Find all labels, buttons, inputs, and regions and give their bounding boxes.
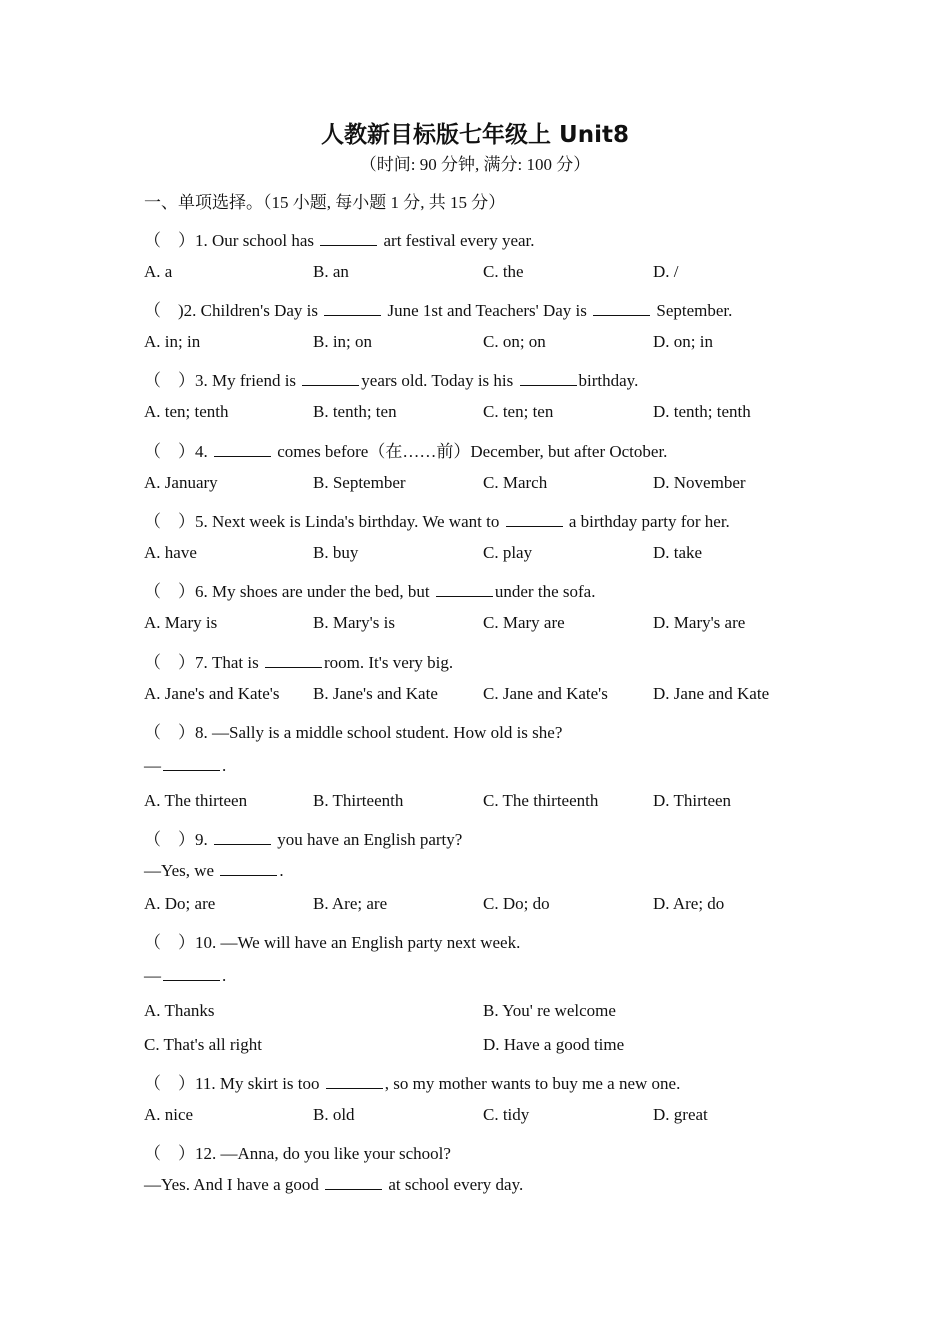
option-b: B. buy: [313, 543, 359, 562]
option-a: A. Mary is: [144, 613, 218, 632]
answer-dash: —: [144, 756, 161, 775]
question-6-text-end: under the sofa.: [494, 582, 596, 601]
question-6-options: [144, 613, 824, 637]
question-9-options: [144, 894, 824, 918]
answer-end: .: [222, 966, 227, 985]
answer-blank: [163, 769, 220, 771]
option-c: C. ten; ten: [483, 402, 554, 421]
answer-blank: [436, 595, 493, 597]
question-3-text: （ ）3. My friend is: [144, 371, 297, 390]
question-5-text-end: a birthday party for her.: [568, 512, 730, 531]
option-d: D. Have a good time: [483, 1035, 625, 1054]
question-7-text: （ ）7. That is: [144, 653, 259, 672]
option-b: B. in; on: [313, 332, 373, 351]
option-a: A. ten; tenth: [144, 402, 229, 421]
question-7-options: [144, 684, 824, 708]
question-2-text-end: September.: [656, 301, 733, 320]
answer-blank: [324, 314, 381, 316]
answer-blank: [220, 874, 277, 876]
answer-text: —Yes. And I have a good: [144, 1175, 319, 1194]
option-b: B. Mary's is: [313, 613, 395, 632]
question-11-options: [144, 1105, 824, 1129]
option-a: A. in; in: [144, 332, 201, 351]
answer-blank: [325, 1188, 382, 1190]
answer-blank: [302, 384, 359, 386]
option-d: D. take: [653, 543, 703, 562]
answer-blank: [593, 314, 650, 316]
answer-blank: [214, 455, 271, 457]
question-3-options: [144, 402, 824, 426]
page-subtitle: （时间: 90 分钟, 满分: 100 分）: [359, 155, 591, 174]
question-6-text: （ ）6. My shoes are under the bed, but: [144, 582, 430, 601]
question-10-answer-line: [144, 966, 226, 986]
question-11-text: （ ）11. My skirt is too: [144, 1074, 320, 1093]
option-d: D. November: [653, 473, 746, 492]
question-9-text-end: you have an English party?: [277, 830, 463, 849]
option-a: A. nice: [144, 1105, 194, 1124]
answer-text: —Yes, we: [144, 861, 215, 880]
option-c: C. play: [483, 543, 533, 562]
option-a: A. Jane's and Kate's: [144, 684, 280, 703]
answer-blank: [320, 244, 377, 246]
option-d: D. /: [653, 262, 679, 281]
question-2-text: （ )2. Children's Day is: [144, 301, 318, 320]
question-2: [144, 296, 732, 321]
question-1-text-end: art festival every year.: [383, 231, 535, 250]
option-c: C. on; on: [483, 332, 546, 351]
question-4-text: （ ）4.: [144, 442, 208, 461]
question-10-options-row-2: [144, 1035, 824, 1059]
option-c: C. The thirteenth: [483, 791, 599, 810]
question-11: [144, 1069, 680, 1094]
question-10-options-row-1: [144, 1001, 824, 1025]
question-9-text: （ ）9.: [144, 830, 208, 849]
question-9-answer-line: [144, 861, 284, 881]
question-3: [144, 366, 638, 391]
question-10-text: （ ）10. —We will have an English party next week.: [144, 933, 521, 952]
question-1: [144, 226, 535, 251]
answer-end: .: [222, 756, 227, 775]
question-7-text-end: room. It's very big.: [324, 653, 454, 672]
answer-blank: [326, 1087, 383, 1089]
answer-end: .: [279, 861, 284, 880]
option-b: B. Thirteenth: [313, 791, 404, 810]
option-b: B. September: [313, 473, 406, 492]
option-d: D. on; in: [653, 332, 713, 351]
question-7: [144, 648, 453, 673]
answer-blank: [506, 525, 563, 527]
option-a: A. a: [144, 262, 173, 281]
page-title: 人教新目标版七年级上 Unit8: [321, 122, 629, 148]
option-a: A. Thanks: [144, 1001, 215, 1020]
option-a: A. Do; are: [144, 894, 216, 913]
question-3-text-end: birthday.: [578, 371, 639, 390]
option-a: A. have: [144, 543, 197, 562]
option-a: A. The thirteen: [144, 791, 248, 810]
option-c: C. Jane and Kate's: [483, 684, 608, 703]
question-12-text: （ ）12. —Anna, do you like your school?: [144, 1144, 451, 1163]
question-5-options: [144, 543, 824, 567]
option-d: D. Thirteen: [653, 791, 732, 810]
option-b: B. an: [313, 262, 349, 281]
question-2-text-mid: June 1st and Teachers' Day is: [387, 301, 587, 320]
option-b: B. You' re welcome: [483, 1001, 616, 1020]
question-9: [144, 825, 462, 850]
question-4-text-end: comes before（在……前）December, but after October.: [277, 442, 668, 461]
option-a: A. January: [144, 473, 218, 492]
option-b: B. Are; are: [313, 894, 388, 913]
question-1-options: [144, 262, 824, 286]
answer-blank: [214, 843, 271, 845]
question-2-options: [144, 332, 824, 356]
question-4-options: [144, 473, 824, 497]
question-4: [144, 437, 667, 462]
question-10: [144, 928, 520, 953]
answer-end: at school every day.: [388, 1175, 524, 1194]
question-11-text-end: , so my mother wants to buy me a new one.: [384, 1074, 681, 1093]
answer-blank: [163, 979, 220, 981]
question-8-text: （ ）8. —Sally is a middle school student. How old is she?: [144, 723, 563, 742]
question-8: [144, 718, 562, 743]
question-12: [144, 1139, 451, 1164]
question-5-text: （ ）5. Next week is Linda's birthday. We want to: [144, 512, 500, 531]
question-6: [144, 577, 595, 602]
answer-blank: [265, 666, 322, 668]
option-c: C. That's all right: [144, 1035, 262, 1054]
question-1-text: （ ）1. Our school has: [144, 231, 314, 250]
option-c: C. tidy: [483, 1105, 530, 1124]
option-b: B. tenth; ten: [313, 402, 397, 421]
answer-dash: —: [144, 966, 161, 985]
option-c: C. March: [483, 473, 548, 492]
option-c: C. the: [483, 262, 524, 281]
question-8-answer-line: [144, 756, 226, 776]
option-d: D. Mary's are: [653, 613, 746, 632]
option-d: D. tenth; tenth: [653, 402, 751, 421]
answer-blank: [520, 384, 577, 386]
option-d: D. Are; do: [653, 894, 725, 913]
option-d: D. great: [653, 1105, 708, 1124]
option-c: C. Do; do: [483, 894, 550, 913]
option-c: C. Mary are: [483, 613, 565, 632]
question-3-text-mid: years old. Today is his: [361, 371, 514, 390]
question-12-answer-line: [144, 1175, 523, 1195]
question-8-options: [144, 791, 824, 815]
option-b: B. Jane's and Kate: [313, 684, 438, 703]
option-d: D. Jane and Kate: [653, 684, 770, 703]
section-heading: 一、单项选择。（15 小题, 每小题 1 分, 共 15 分）: [144, 193, 506, 212]
question-5: [144, 507, 730, 532]
option-b: B. old: [313, 1105, 355, 1124]
